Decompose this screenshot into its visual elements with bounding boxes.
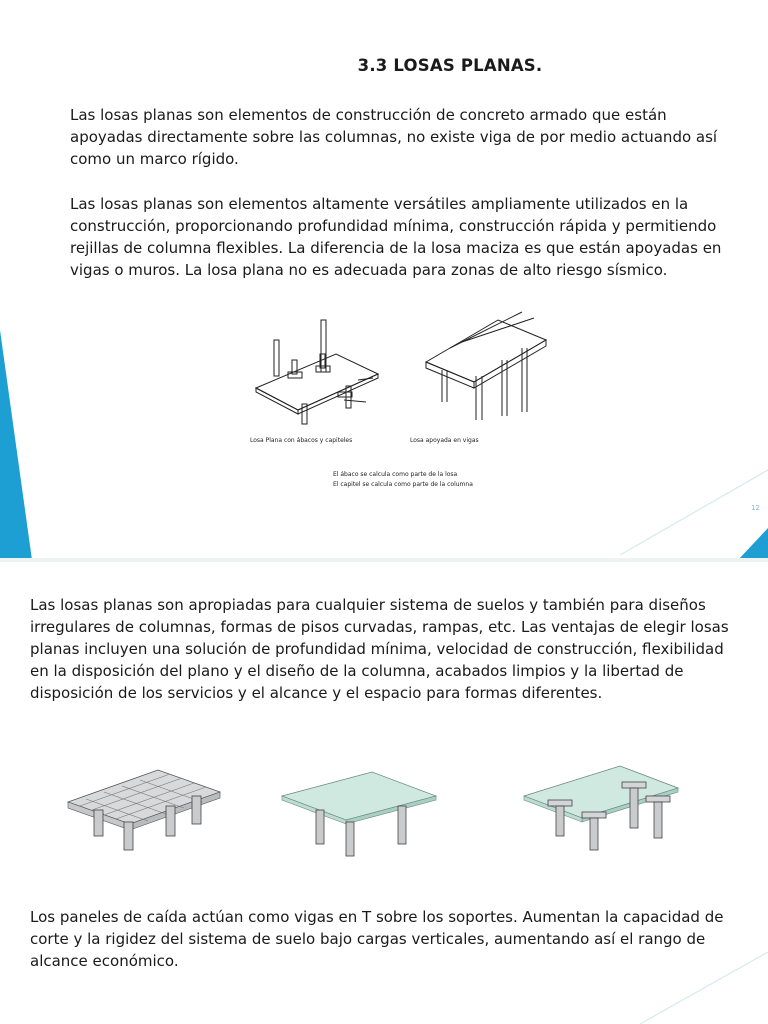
flat-plate-figure xyxy=(280,762,440,858)
waffle-slab-figure xyxy=(66,762,226,852)
note-capital: El capitel se calcula como parte de la columna xyxy=(333,481,473,488)
drop-panels-paragraph: Los paneles de caída actúan como vigas en T sobre los soportes. Aumentan la capacidad de corte y la rigidez del sistema de suelo bajo cargas verticales, aumentando así el rango de alcance económico. xyxy=(30,908,724,970)
page-title: 3.3 LOSAS PLANAS. xyxy=(357,56,543,75)
flat-slab-with-drop-panels-figure xyxy=(248,318,398,428)
page-number: 12 xyxy=(751,504,760,512)
advantages-paragraph: Las losas planas son apropiadas para cualquier sistema de suelos y también para diseños irregulares de columnas, formas de pisos curvadas, rampas, etc. Las ventajas de elegir losas planas incluyen una solución de profundidad mínima, velocidad de construcción, flexibilidad en la disposición del plano y el diseño de la columna, acabados limpios y la libertad de disposición de los servicios y el alcance y el espacio para formas diferentes. xyxy=(30,596,729,702)
slab-on-beams-figure xyxy=(422,316,552,426)
flat-slab-drop-panels-figure xyxy=(522,762,682,858)
versatility-paragraph: Las losas planas son elementos altamente versátiles ampliamente utilizados en la construcción, proporcionando profundidad mínima, construcción rápida y permitiendo rejillas de columna flexibles. La diferencia de la losa maciza es que están apoyadas en vigas o muros. La losa plana no es adecuada para zonas de alto riesgo sísmico. xyxy=(70,195,722,279)
intro-paragraph: Las losas planas son elementos de construcción de concreto armado que están apoyadas directamente sobre las columnas, no existe viga de por medio actuando así como un marco rígido. xyxy=(70,106,718,168)
caption-flat-slab: Losa Plana con ábacos y capiteles xyxy=(250,437,353,444)
slide-2 xyxy=(0,562,768,1024)
note-drop-panel: El ábaco se calcula como parte de la losa xyxy=(333,471,458,478)
caption-slab-on-beams: Losa apoyada en vigas xyxy=(410,437,479,444)
